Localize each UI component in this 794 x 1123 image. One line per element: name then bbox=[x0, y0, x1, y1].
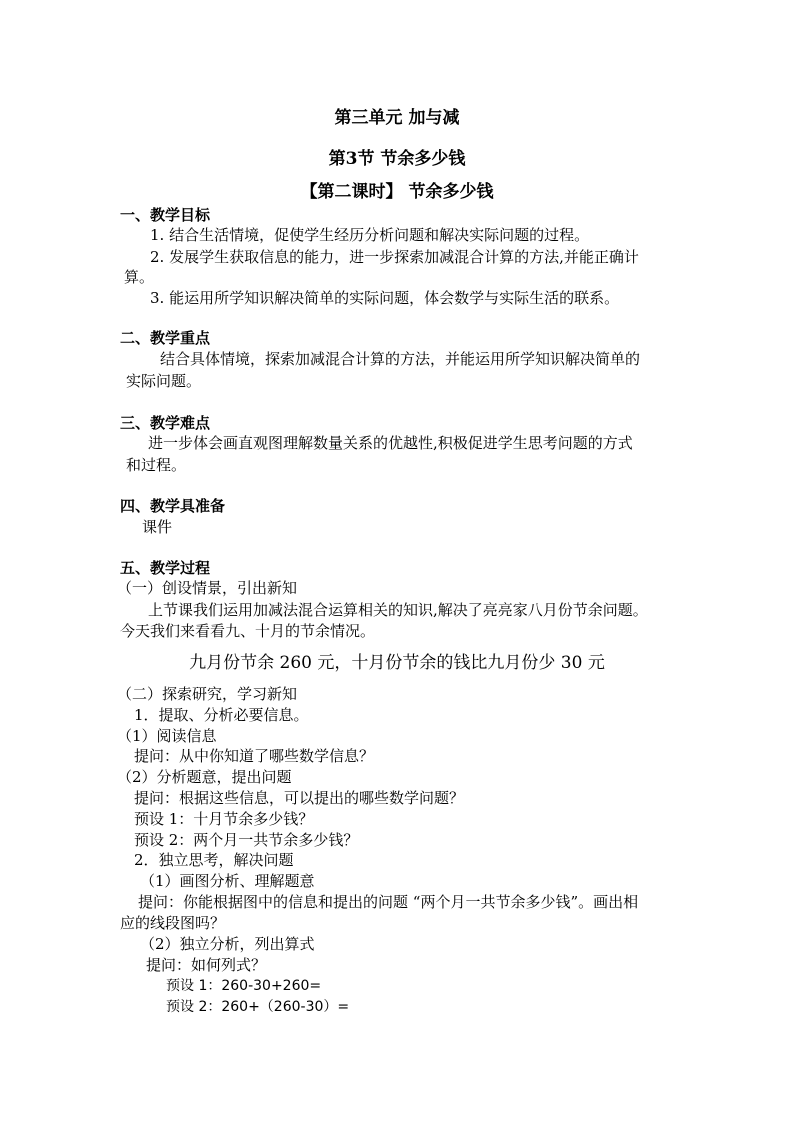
objective-2-cont: 算。 bbox=[124, 268, 155, 286]
question-3-cont: 应的线段图吗？ bbox=[120, 914, 226, 932]
question-3: 提问：你能根据图中的信息和提出的问题 “两个月一共节余多少钱”。画出相 bbox=[138, 893, 639, 911]
key-points-text: 结合具体情境，探索加减混合计算的方法，并能运用所学知识解决简单的 bbox=[160, 350, 641, 368]
step-2-draw: （1）画图分析、理解题意 bbox=[140, 872, 315, 890]
heading-objectives: 一、教学目标 bbox=[120, 206, 211, 224]
materials-text: 课件 bbox=[142, 518, 173, 536]
step-1-read: （1）阅读信息 bbox=[117, 727, 217, 745]
formula-preset-1: 预设 1：260-30+260= bbox=[166, 978, 322, 994]
process-para-1: 上节课我们运用加减法混合运算相关的知识,解决了亮亮家八月份节余问题。 bbox=[148, 601, 648, 619]
preset-1: 预设 1：十月节余多少钱？ bbox=[134, 810, 314, 828]
process-sub-2: （二）探索研究，学习新知 bbox=[117, 685, 298, 703]
difficulties-text: 进一步体会画直观图理解数量关系的优越性,积极促进学生思考问题的方式 bbox=[148, 434, 633, 452]
heading-materials: 四、教学具准备 bbox=[120, 497, 226, 515]
problem-statement: 九月份节余 260 元，十月份节余的钱比九月份少 30 元 bbox=[189, 653, 605, 673]
step-1-analyze: （2）分析题意，提出问题 bbox=[117, 768, 292, 786]
heading-difficulties: 三、教学难点 bbox=[120, 414, 211, 432]
process-para-1-cont: 今天我们来看看九、十月的节余情况。 bbox=[120, 622, 376, 640]
objective-1: 1. 结合生活情境，促使学生经历分析问题和解决实际问题的过程。 bbox=[150, 226, 590, 244]
heading-process: 五、教学过程 bbox=[120, 559, 211, 577]
process-sub-1: （一）创设情景，引出新知 bbox=[117, 579, 298, 597]
lesson-title: 【第二课时】 节余多少钱 bbox=[300, 182, 494, 202]
step-2-formula: （2）独立分析，列出算式 bbox=[140, 935, 315, 953]
objective-3: 3. 能运用所学知识解决简单的实际问题，体会数学与实际生活的联系。 bbox=[150, 289, 620, 307]
step-2: 2．独立思考，解决问题 bbox=[134, 851, 294, 869]
heading-key-points: 二、教学重点 bbox=[120, 329, 211, 347]
step-1: 1．提取、分析必要信息。 bbox=[134, 706, 309, 724]
key-points-text-cont: 实际问题。 bbox=[126, 372, 202, 390]
preset-2: 预设 2：两个月一共节余多少钱？ bbox=[134, 831, 359, 849]
formula-preset-2: 预设 2：260+（260-30）= bbox=[166, 999, 350, 1015]
objective-2: 2. 发展学生获取信息的能力，进一步探索加减混合计算的方法,并能正确计 bbox=[150, 248, 639, 266]
unit-title: 第三单元 加与减 bbox=[334, 108, 460, 128]
question-1: 提问：从中你知道了哪些数学信息？ bbox=[134, 747, 375, 765]
question-2: 提问：根据这些信息，可以提出的哪些数学问题？ bbox=[134, 789, 465, 807]
question-4: 提问：如何列式？ bbox=[146, 956, 267, 974]
section-title: 第3节 节余多少钱 bbox=[328, 149, 466, 169]
difficulties-text-cont: 和过程。 bbox=[126, 456, 187, 474]
